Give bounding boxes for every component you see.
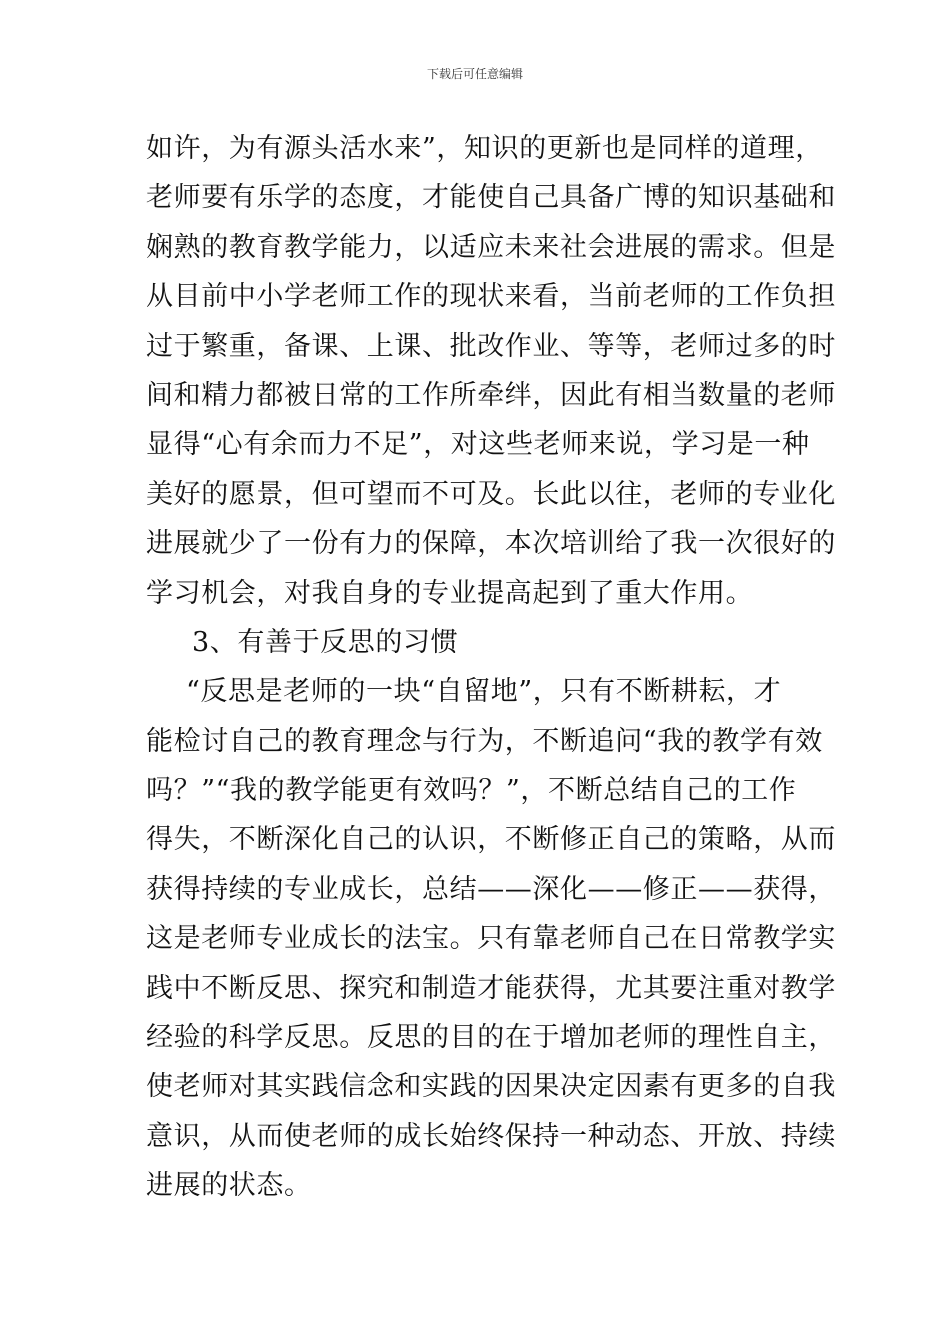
paragraph-line: 美好的愿景，但可望而不可及。长此以往，老师的专业化	[146, 478, 836, 510]
paragraph-line: 使老师对其实践信念和实践的因果决定因素有更多的自我	[146, 1071, 836, 1103]
paragraph-line: 间和精力都被日常的工作所牵绊，因此有相当数量的老师	[146, 379, 836, 411]
paragraph-line: 践中不断反思、探究和制造才能获得，尤其要注重对教学	[146, 972, 836, 1004]
paragraph-line: 得失，不断深化自己的认识，不断修正自己的策略，从而	[146, 824, 836, 856]
paragraph-line: 学习机会，对我自身的专业提高起到了重大作用。	[146, 577, 754, 609]
paragraph-line: 娴熟的教育教学能力，以适应未来社会进展的需求。但是	[146, 231, 836, 263]
paragraph-line: 进展就少了一份有力的保障，本次培训给了我一次很好的	[146, 528, 836, 560]
page-header: 下载后可任意编辑	[426, 67, 523, 81]
document-body	[146, 124, 836, 1211]
paragraph-line: 这是老师专业成长的法宝。只有靠老师自己在日常教学实	[146, 923, 836, 955]
paragraph-line: 从目前中小学老师工作的现状来看，当前老师的工作负担	[146, 281, 836, 313]
paragraph-line: 进展的状态。	[146, 1170, 312, 1202]
paragraph-line: 显得“心有余而力不足”，对这些老师来说，学习是一种	[146, 429, 810, 461]
paragraph-line: “反思是老师的一块“自留地”，只有不断耕耘，才	[186, 676, 782, 708]
paragraph-line: 能检讨自己的教育理念与行为，不断追问“我的教学有效	[146, 725, 823, 757]
paragraph-line: 如许，为有源头活水来”，知识的更新也是同样的道理，	[146, 133, 823, 164]
paragraph-line: 吗？”“我的教学能更有效吗？”，不断总结自己的工作	[146, 775, 797, 807]
paragraph-line: 老师要有乐学的态度，才能使自己具备广博的知识基础和	[146, 182, 836, 214]
section-heading: 3、有善于反思的习惯	[192, 626, 459, 658]
paragraph-line: 过于繁重，备课、上课、批改作业、等等，老师过多的时	[146, 330, 836, 362]
paragraph-line: 经验的科学反思。反思的目的在于增加老师的理性自主，	[146, 1022, 836, 1054]
paragraph-line: 获得持续的专业成长，总结——深化——修正——获得，	[146, 873, 836, 905]
paragraph-line: 意识，从而使老师的成长始终保持一种动态、开放、持续	[146, 1120, 836, 1152]
